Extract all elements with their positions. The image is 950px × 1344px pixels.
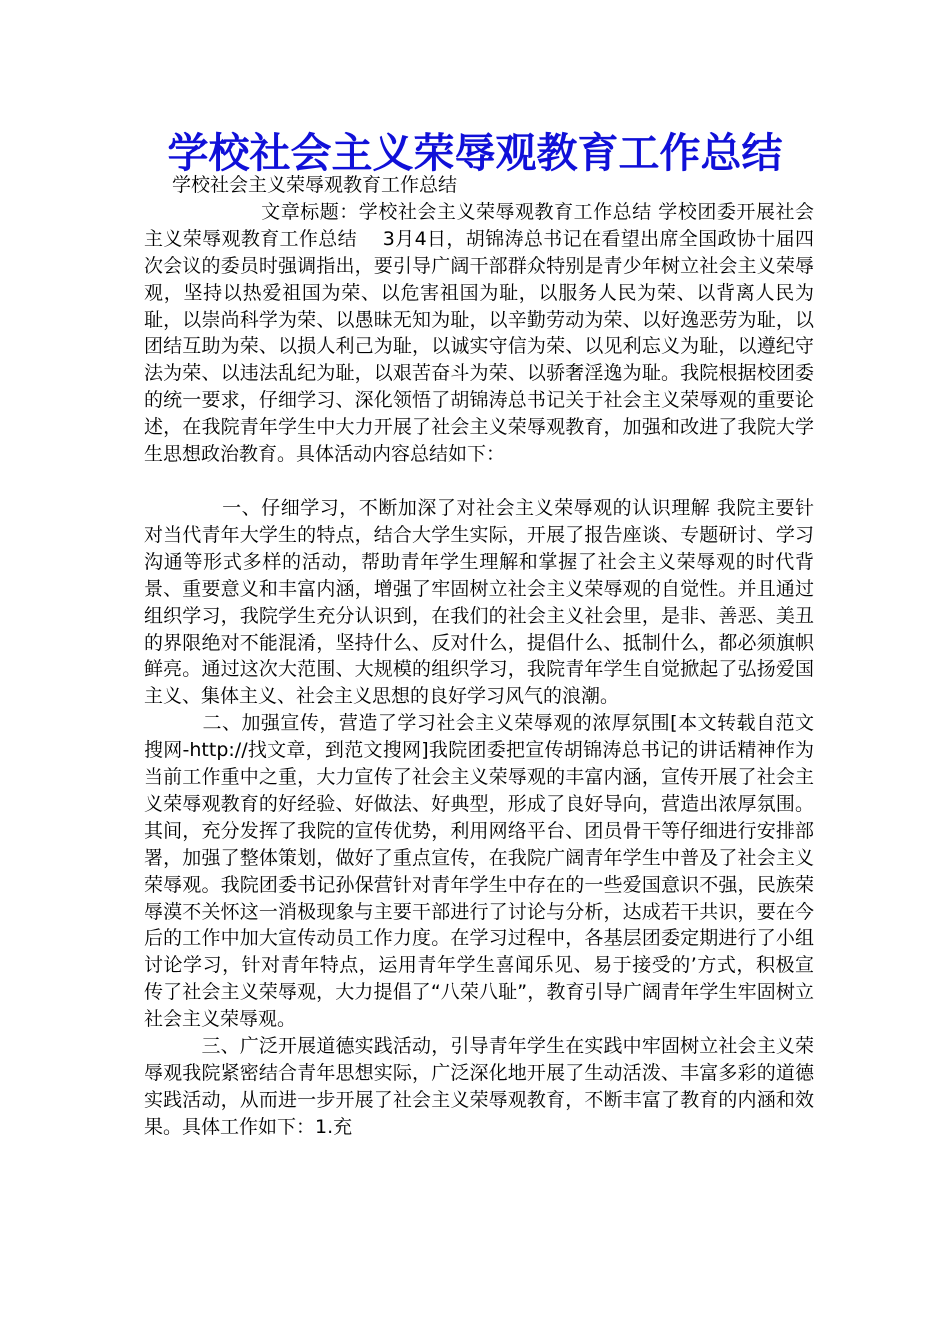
document-body [144, 172, 814, 1141]
document-title: 学校社会主义荣辱观教育工作总结 [167, 129, 783, 177]
document-subtitle: 学校社会主义荣辱观教育工作总结 [172, 174, 458, 196]
paragraph-intro: 文章标题：学校社会主义荣辱观教育工作总结 学校团委开展社会主义荣辱观教育工作总结 3月4日，胡锦涛总书记在看望出席全国政协十届四次会议的委员时强调指出，要引导广阔干部群众特别是青少年树立社会主义荣辱观，坚持以热爱祖国为荣、以危害祖国为耻，以服务人民为荣、以背离人民为耻，以崇尚科学为荣、以愚昧无知为耻，以辛勤劳动为荣、以好逸恶劳为耻，以团结互助为荣、以损人利己为耻，以诚实守信为荣、以见利忘义为耻，以遵纪守法为荣、以违法乱纪为耻，以艰苦奋斗为荣、以骄奢淫逸为耻。我院根据校团委的统一要求，仔细学习、深化领悟了胡锦涛总书记关于社会主义荣辱观的重要论述，在我院青年学生中大力开展了社会主义荣辱观教育，加强和改进了我院大学生思想政治教育。具体活动内容总结如下： [144, 200, 814, 466]
paragraph-section-three: 三、广泛开展道德实践活动，引导青年学生在实践中牢固树立社会主义荣辱观我院紧密结合青年思想实际，广泛深化地开展了生动活泼、丰富多彩的道德实践活动，从而进一步开展了社会主义荣辱观教育，不断丰富了教育的内涵和效果。具体工作如下：1.充 [144, 1035, 814, 1138]
paragraph-spacer [144, 468, 814, 495]
paragraph-section-two: 二、加强宣传，营造了学习社会主义荣辱观的浓厚氛围[本文转载自范文搜网-http://找文章，到范文搜网]我院团委把宣传胡锦涛总书记的讲话精神作为当前工作重中之重，大力宣传了社会主义荣辱观的丰富内涵，宣传开展了社会主义荣辱观教育的好经验、好做法、好典型，形成了良好导向，营造出浓厚氛围。其间，充分发挥了我院的宣传优势，利用网络平台、团员骨干等仔细进行安排部署，加强了整体策划，做好了重点宣传，在我院广阔青年学生中普及了社会主义荣辱观。我院团委书记孙保营针对青年学生中存在的一些爱国意识不强，民族荣辱漠不关怀这一消极现象与主要干部进行了讨论与分析，达成若干共识，要在今后的工作中加大宣传动员工作力度。在学习过程中，各基层团委定期进行了小组讨论学习，针对青年特点，运用青年学生喜闻乐见、易于接受的’方式，积极宣传了社会主义荣辱观，大力提倡了“八荣八耻”，教育引导广阔青年学生牢固树立社会主义荣辱观。 [144, 712, 814, 1031]
paragraph-section-one: 一、仔细学习，不断加深了对社会主义荣辱观的认识理解 我院主要针对当代青年大学生的特点，结合大学生实际，开展了报告座谈、专题研讨、学习沟通等形式多样的活动，帮助青年学生理解和掌握了社会主义荣辱观的时代背景、重要意义和丰富内涵，增强了牢固树立社会主义荣辱观的自觉性。并且通过组织学习，我院学生充分认识到，在我们的社会主义社会里，是非、善恶、美丑的界限绝对不能混淆，坚持什么、反对什么，提倡什么、抵制什么，都必须旗帜鲜亮。通过这次大范围、大规模的组织学习，我院青年学生自觉掀起了弘扬爱国主义、集体主义、社会主义思想的良好学习风气的浪潮。 [144, 496, 814, 708]
